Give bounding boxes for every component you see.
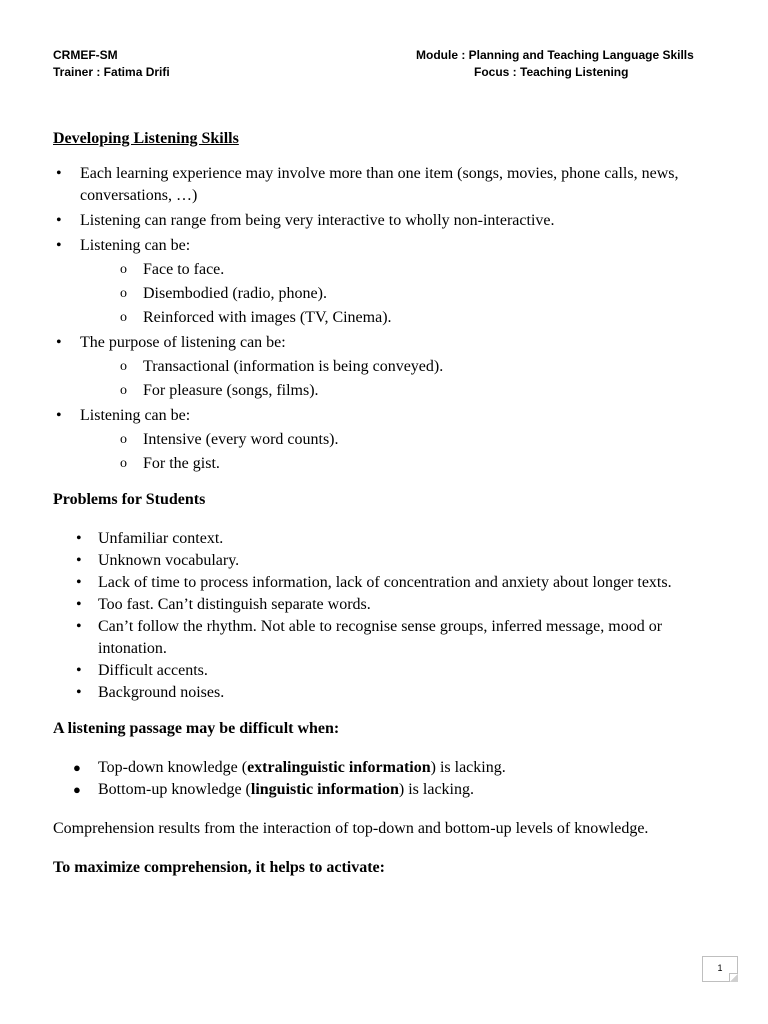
sub-list-item: o Reinforced with images (TV, Cinema). [80,307,713,329]
difficulty-heading: A listening passage may be difficult when: [53,720,340,737]
list-item: • Each learning experience may involve more than one item (songs, movies, phone calls, news, conversations, …) [53,163,713,207]
focus-label: Focus : Teaching Listening [474,65,629,79]
page-number-badge [702,956,738,982]
sub-list-item: o For pleasure (songs, films). [80,380,713,402]
difficulty-list [53,757,713,801]
header-left [53,47,170,81]
intro-list [53,163,713,475]
list-item: • Listening can be: o Intensive (every word counts). o For the gist. [53,405,713,475]
list-item: • Unfamiliar context. [71,528,713,550]
sub-list [80,259,713,329]
sub-list-item: o Intensive (every word counts). [80,429,713,451]
page-curl-icon [729,973,738,982]
list-item: • Can’t follow the rhythm. Not able to recognise sense groups, inferred message, mood or intonation. [71,616,713,660]
list-item: • Difficult accents. [71,660,713,682]
list-item: • Lack of time to process information, lack of concentration and anxiety about longer texts. [71,572,713,594]
sub-list-item: o For the gist. [80,453,713,475]
module-label: Module : Planning and Teaching Language Skills [416,48,694,62]
document-body [53,128,713,879]
list-item: ● Top-down knowledge (extralinguistic information) is lacking. [71,757,713,779]
list-item: • Background noises. [71,682,713,704]
sub-list-item: o Disembodied (radio, phone). [80,283,713,305]
document-title: Developing Listening Skills [53,130,239,147]
list-item: • Too fast. Can’t distinguish separate words. [71,594,713,616]
emphasis-text: linguistic information [250,781,399,798]
comprehension-paragraph: Comprehension results from the interaction of top-down and bottom-up levels of knowledge. [53,820,649,837]
list-item: ● Bottom-up knowledge (linguistic information) is lacking. [71,779,713,801]
sub-list-item: o Face to face. [80,259,713,281]
problems-list [53,528,713,704]
maximize-heading: To maximize comprehension, it helps to activate: [53,859,385,876]
trainer-label: Trainer : Fatima Drifi [53,65,170,79]
sub-list [80,356,713,402]
sub-list-item: o Transactional (information is being conveyed). [80,356,713,378]
list-item: • The purpose of listening can be: o Transactional (information is being conveyed). o For pleasure (songs, films). [53,332,713,402]
list-item: • Listening can be: o Face to face. o Disembodied (radio, phone). o Reinforced with images (TV, Cinema). [53,235,713,329]
institution-label: CRMEF-SM [53,48,118,62]
page-number: 1 [717,963,723,973]
header-right [416,47,694,81]
list-item: • Unknown vocabulary. [71,550,713,572]
emphasis-text: extralinguistic information [247,759,431,776]
list-item: • Listening can range from being very interactive to wholly non-interactive. [53,210,713,232]
sub-list [80,429,713,475]
problems-heading: Problems for Students [53,491,206,508]
